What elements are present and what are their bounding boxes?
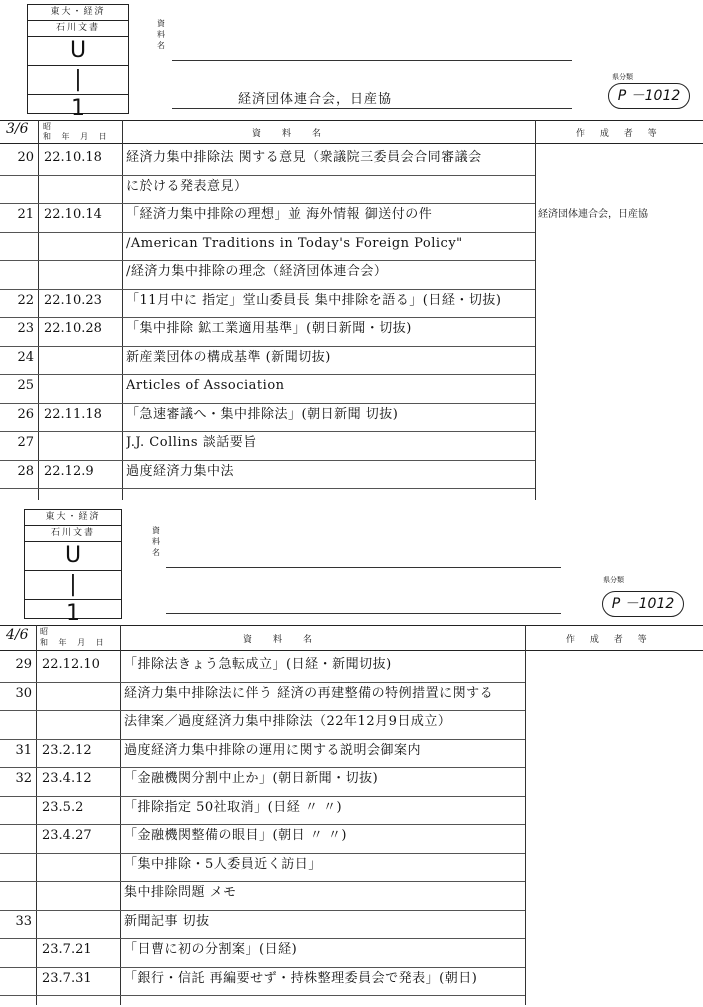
stamp-line2: 石川文書 — [28, 21, 128, 37]
item-date: 23.4.27 — [42, 828, 92, 843]
item-number: 22 — [17, 292, 34, 308]
grid-line — [122, 120, 123, 500]
stamp-code-1: U — [28, 37, 128, 66]
sheet-number: 3/6 — [6, 121, 29, 137]
stamp-line1: 東大・経済 — [25, 510, 121, 526]
row-line — [0, 431, 535, 432]
item-title: /経済力集中排除の理念（経済団体連合会） — [126, 264, 388, 279]
item-title: 新産業団体の構成基準 (新聞切抜) — [126, 349, 331, 365]
item-title: 「排除法きょう急転成立」(日経・新聞切抜) — [124, 657, 392, 672]
item-title: 「金融機関分割中止か」(朝日新聞・切抜) — [124, 771, 379, 786]
row-line — [0, 317, 535, 318]
row-line — [0, 967, 525, 968]
item-title: に於ける発表意見） — [126, 178, 248, 194]
title-header: 資 料 名 — [252, 129, 328, 139]
table-header — [0, 120, 703, 144]
item-title: 「集中排除・5人委員近く訪日」 — [124, 856, 322, 872]
item-title: 「経済力集中排除の理想」並 海外情報 御送付の件 — [126, 207, 433, 222]
item-title: 「11月中に 指定」堂山委員長 集中排除を語る」(日経・切抜) — [126, 292, 502, 308]
record-sheet-2 — [0, 505, 703, 1005]
row-line — [0, 796, 525, 797]
item-title: 「排除指定 50社取消」(日経 〃 〃) — [124, 799, 343, 815]
row-line — [0, 682, 525, 683]
item-title: 「銀行・信託 再編要せず・持株整理委員会で発表」(朝日) — [124, 970, 478, 986]
row-line — [0, 203, 535, 204]
item-title: J.J. Collins 談話要旨 — [126, 435, 257, 450]
item-number: 25 — [17, 378, 34, 393]
item-date: 23.2.12 — [42, 742, 92, 758]
item-date: 23.4.12 — [42, 771, 92, 786]
date-header: 和 年 月 日 — [43, 132, 111, 141]
row-line — [0, 175, 535, 176]
row-line — [0, 739, 525, 740]
row-line — [0, 403, 535, 404]
stamp-line1: 東大・経済 — [28, 5, 128, 21]
field-label: 資 料 名 — [152, 526, 160, 557]
field-label: 資 料 名 — [157, 19, 165, 50]
item-date: 23.5.2 — [42, 799, 84, 815]
item-date: 22.11.18 — [44, 406, 102, 422]
row-line — [0, 881, 525, 882]
field-line — [166, 613, 561, 614]
item-title: 集中排除問題 メモ — [124, 885, 237, 900]
row-line — [0, 938, 525, 939]
classification-label: 県分類 — [612, 73, 633, 81]
item-number: 29 — [15, 657, 32, 672]
archive-stamp — [27, 4, 129, 121]
item-date: 22.10.14 — [44, 207, 102, 222]
stamp-code-3: 1 — [71, 96, 85, 121]
item-number: 24 — [17, 349, 34, 365]
sheet-number: 4/6 — [6, 627, 29, 643]
creator-header: 作 成 者 等 — [566, 635, 653, 645]
field-line — [172, 108, 572, 109]
date-header-era: 昭 — [40, 627, 52, 636]
item-number: 31 — [15, 742, 32, 758]
archive-stamp — [24, 509, 122, 626]
classification-code: P －1012 — [608, 83, 690, 109]
item-title: /American Traditions in Today's Foreign Policy" — [126, 235, 463, 251]
item-number: 20 — [17, 150, 34, 165]
creator-header: 作 成 者 等 — [576, 129, 663, 139]
record-sheet-1 — [0, 0, 703, 500]
item-title: 経済力集中排除法 関する意見（衆議院三委員会合同審議会 — [126, 150, 482, 165]
item-number: 27 — [17, 435, 34, 450]
item-title: Articles of Association — [126, 378, 285, 393]
item-title: 「金融機関整備の眼目」(朝日 〃 〃) — [124, 828, 347, 843]
item-date: 22.12.10 — [42, 657, 100, 672]
field-line — [172, 60, 572, 61]
item-number: 26 — [17, 406, 34, 422]
organization-header: 経済団体連合会，日産協 — [238, 92, 393, 107]
item-number: 28 — [17, 463, 34, 479]
row-line — [0, 374, 535, 375]
item-date: 23.7.31 — [42, 970, 92, 986]
stamp-code-3: 1 — [66, 601, 80, 626]
stamp-code-2: | — [28, 66, 128, 95]
item-title: 「急速審議へ・集中排除法」(朝日新聞 切抜) — [126, 406, 399, 422]
stamp-code-1: U — [25, 542, 121, 571]
row-line — [0, 710, 525, 711]
row-line — [0, 824, 525, 825]
row-line — [0, 910, 525, 911]
item-number: 23 — [17, 321, 34, 336]
grid-line — [38, 120, 39, 500]
field-line — [166, 567, 561, 568]
grid-line — [535, 120, 536, 500]
item-creator: 経済団体連合会，日産協 — [538, 209, 648, 220]
row-line — [0, 853, 525, 854]
item-date: 23.7.21 — [42, 942, 92, 957]
item-date: 22.10.28 — [44, 321, 102, 336]
item-number: 32 — [15, 771, 32, 786]
item-number: 21 — [17, 207, 34, 222]
item-title: 「集中排除 鉱工業適用基準」(朝日新聞・切抜) — [126, 321, 412, 336]
classification-code: P －1012 — [602, 591, 684, 617]
stamp-line2: 石川文書 — [25, 526, 121, 542]
classification-label: 県分類 — [603, 576, 624, 584]
row-line — [0, 460, 535, 461]
row-line — [0, 289, 535, 290]
stamp-code-2: | — [25, 571, 121, 600]
row-line — [0, 346, 535, 347]
row-line — [0, 995, 525, 996]
item-title: 経済力集中排除法に伴う 経済の再建整備の特例措置に関する — [124, 685, 494, 701]
item-date: 22.12.9 — [44, 463, 94, 479]
row-line — [0, 767, 525, 768]
grid-line — [525, 625, 526, 1005]
item-number: 33 — [15, 913, 32, 929]
item-title: 過度経済力集中排除の運用に関する説明会御案内 — [124, 742, 422, 758]
row-line — [0, 232, 535, 233]
item-date: 22.10.18 — [44, 150, 102, 165]
item-title: 法律案／過度経済力集中排除法（22年12月9日成立） — [124, 714, 452, 729]
date-header: 和 年 月 日 — [40, 638, 108, 647]
item-number: 30 — [15, 685, 32, 701]
item-date: 22.10.23 — [44, 292, 102, 308]
row-line — [0, 260, 535, 261]
title-header: 資 料 名 — [243, 635, 319, 645]
item-title: 「日曹に初の分割案」(日経) — [124, 942, 298, 957]
date-header-era: 昭 — [43, 122, 55, 131]
item-title: 新聞記事 切抜 — [124, 913, 210, 929]
row-line — [0, 488, 535, 489]
table-header — [0, 625, 703, 651]
item-title: 過度経済力集中法 — [126, 463, 235, 479]
